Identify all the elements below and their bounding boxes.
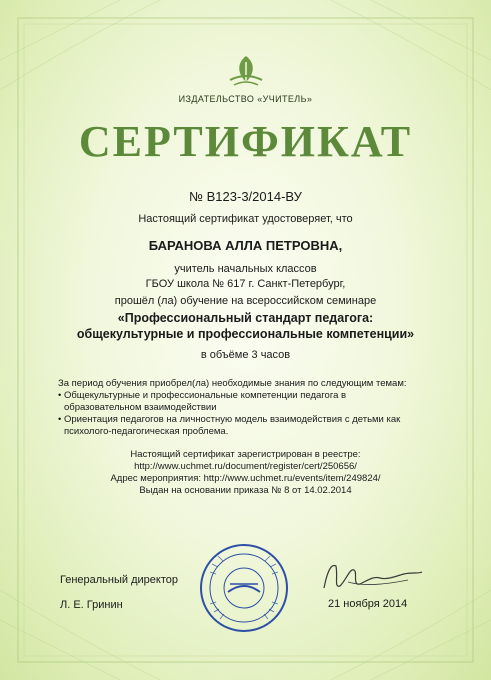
registry-block	[0, 449, 491, 497]
director-name: Л. Е. Гринин	[60, 599, 123, 611]
training-text: прошёл (ла) обучение на всероссийском семинаре	[114, 295, 377, 307]
topic-item: • Общекультурные и профессиональные компетенции педагога в образовательном взаимодействии	[58, 390, 347, 413]
official-stamp	[198, 542, 290, 634]
registry-intro: Настоящий сертификат зарегистрирован в реестре:	[130, 449, 361, 460]
certificate-title: СЕРТИФИКАТ	[78, 117, 413, 166]
topics-block	[58, 378, 438, 438]
course-title-line2: общекультурные и профессиональные компетенции»	[76, 327, 415, 341]
director-title: Генеральный директор	[60, 574, 178, 586]
event-address[interactable]: Адрес мероприятия: http://www.uchmet.ru/events/item/249824/	[110, 473, 381, 484]
course-title-line1: «Профессиональный стандарт педагога:	[117, 311, 374, 325]
publisher-name: ИЗДАТЕЛЬСТВО «УЧИТЕЛЬ»	[178, 94, 313, 104]
certifies-text: Настоящий сертификат удостоверяет, что	[138, 213, 353, 225]
recipient-school: ГБОУ школа № 617 г. Санкт-Петербург,	[145, 278, 346, 290]
topic-item: • Ориентация педагогов на личностную модель взаимодействия с детьми как психолого-педагогическая проблема.	[58, 414, 401, 437]
recipient-position: учитель начальных классов	[174, 263, 317, 275]
issue-date: 21 ноября 2014	[328, 598, 408, 610]
director-signature	[318, 558, 428, 594]
certificate-number: № В123-3/2014-ВУ	[189, 189, 302, 204]
registry-link[interactable]: http://www.uchmet.ru/document/register/cert/250656/	[134, 461, 357, 472]
course-volume: в объёме 3 часов	[200, 349, 291, 361]
topics-intro: За период обучения приобрел(ла) необходимые знания по следующим темам:	[58, 378, 407, 389]
order-text: Выдан на основании приказа № 8 от 14.02.2014	[139, 485, 352, 496]
recipient-name: БАРАНОВА АЛЛА ПЕТРОВНА,	[148, 238, 343, 253]
publisher-logo-icon	[224, 52, 268, 88]
